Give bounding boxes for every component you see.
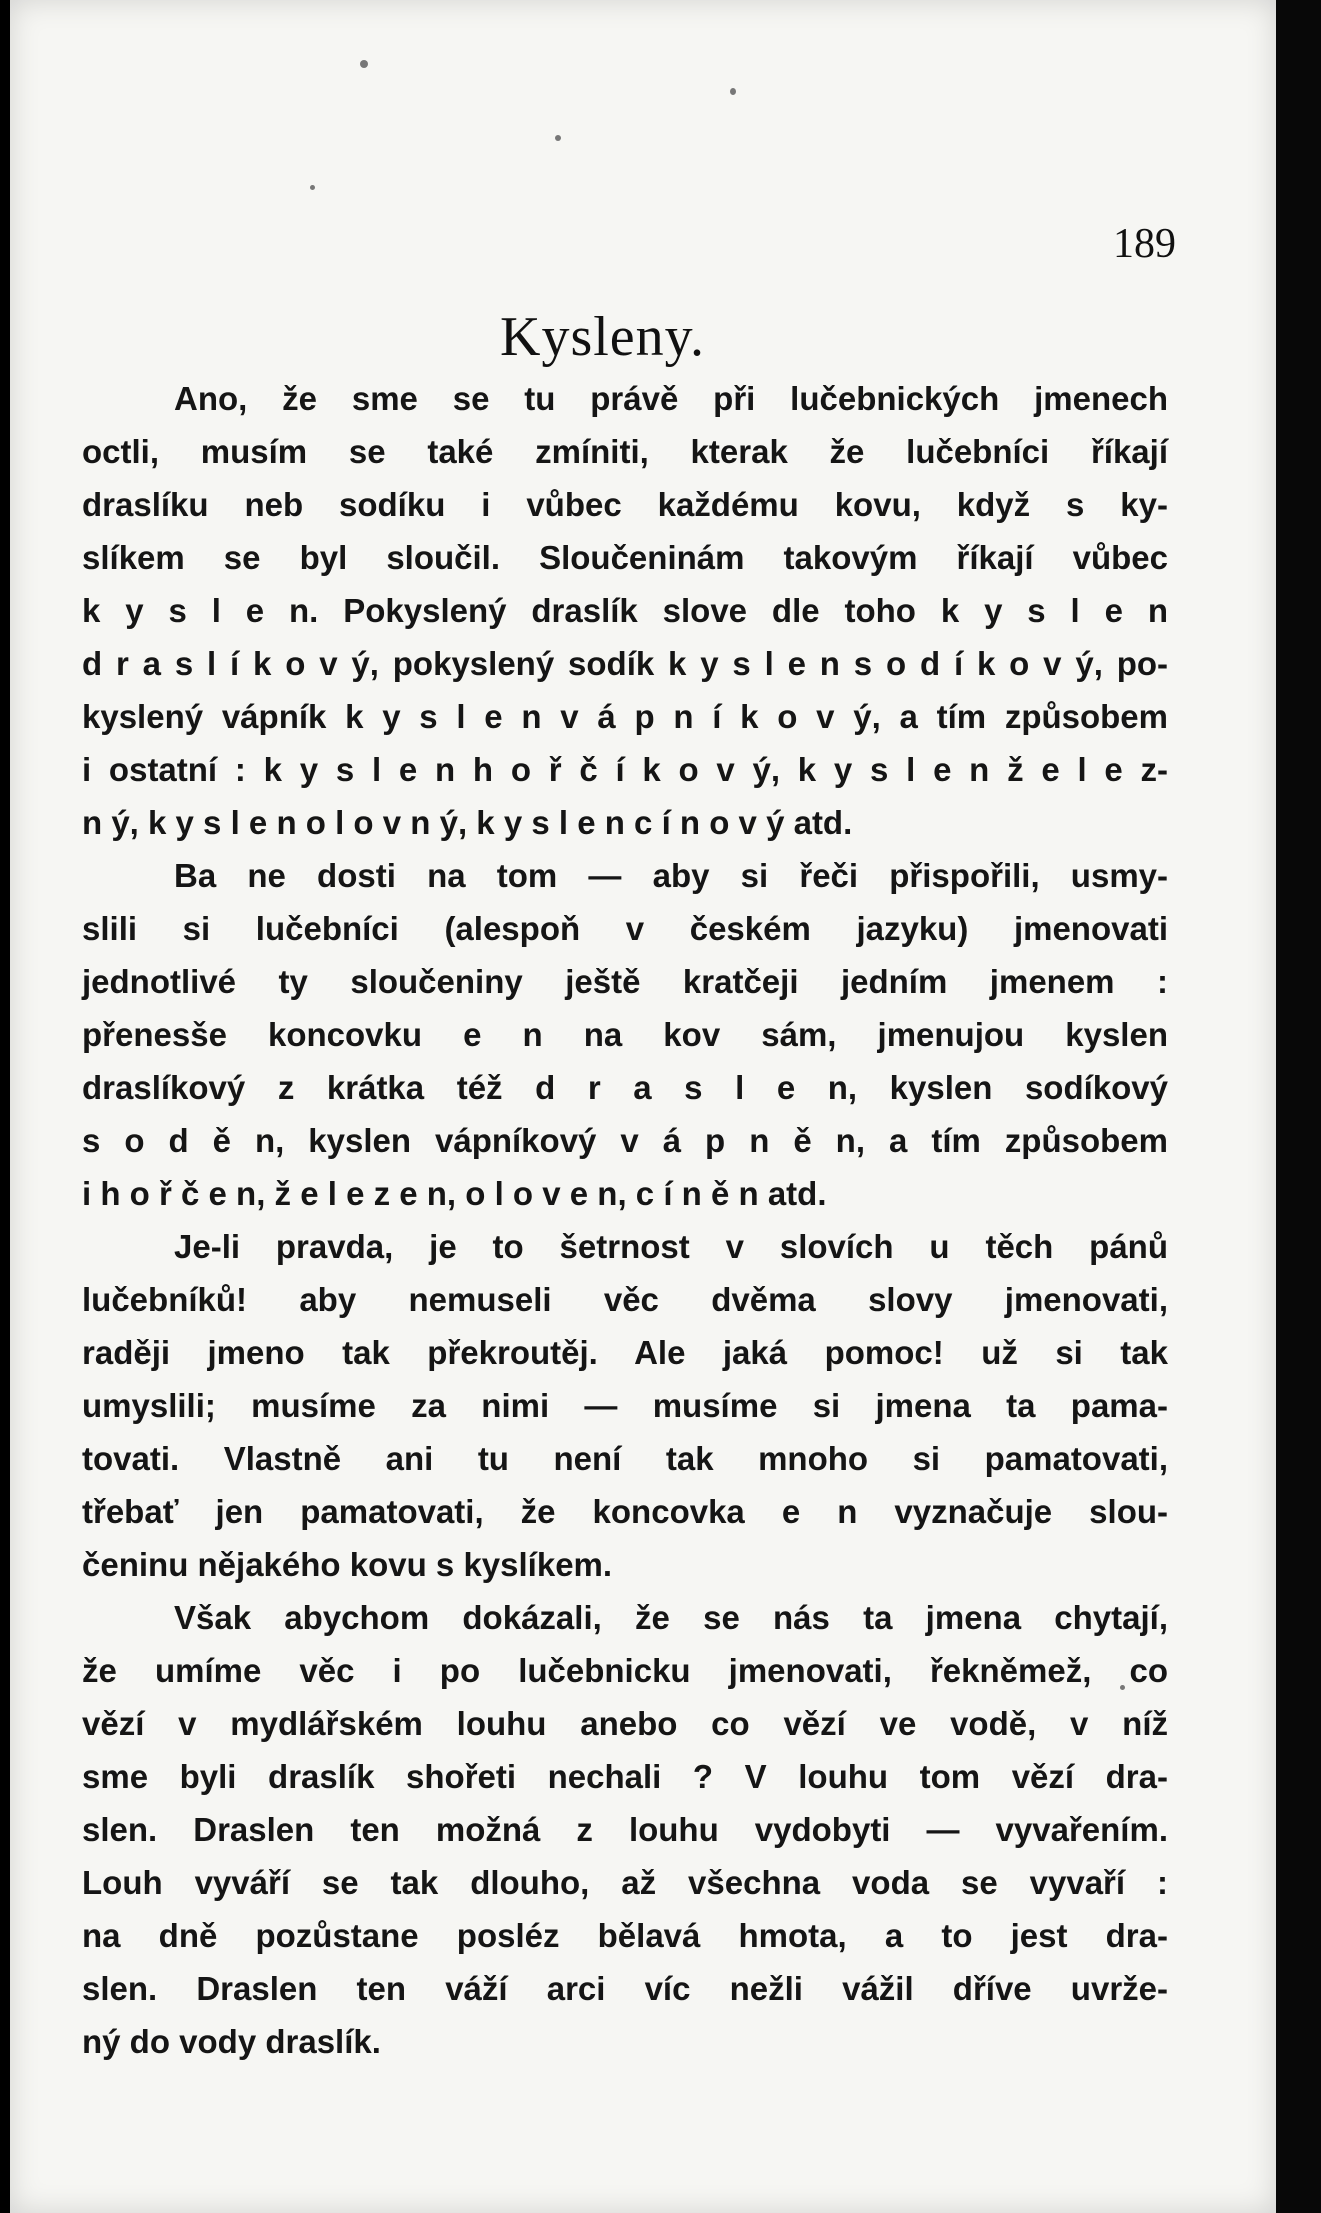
text-line: kyslený vápník k y s l e n v á p n í k o v ý, a tím způsobem: [82, 698, 1168, 735]
text-line: třebať jen pamatovati, že koncovka e n vyznačuje slou-: [82, 1493, 1168, 1530]
text-line: přenesše koncovku e n na kov sám, jmenujou kyslen: [82, 1016, 1168, 1053]
section-heading: Kysleny.: [500, 306, 706, 368]
text-line: slen. Draslen ten možná z louhu vydobyti — vyvařením.: [82, 1811, 1168, 1848]
text-line: umyslili; musíme za nimi — musíme si jmena ta pama-: [82, 1387, 1168, 1424]
text-line: s o d ě n, kyslen vápníkový v á p n ě n, a tím způsobem: [82, 1122, 1168, 1159]
text-line: na dně pozůstane posléz bělavá hmota, a to jest dra-: [82, 1917, 1168, 1954]
text-line: draslíku neb sodíku i vůbec každému kovu, když s ky-: [82, 486, 1168, 523]
text-line: jednotlivé ty sloučeniny ještě kratčeji jedním jmenem :: [82, 963, 1168, 1000]
text-line: octli, musím se také zmíniti, kterak že lučebníci říkají: [82, 433, 1168, 470]
text-line: slíkem se byl sloučil. Sloučeninám takovým říkají vůbec: [82, 539, 1168, 576]
text-line: lučebníků! aby nemuseli věc dvěma slovy jmenovati,: [82, 1281, 1168, 1318]
text-line: ný do vody draslík.: [82, 2023, 381, 2060]
scan-speck: [730, 88, 736, 95]
scan-speck: [360, 60, 368, 68]
text-line: Však abychom dokázali, že se nás ta jmena chytají,: [174, 1599, 1168, 1636]
text-line: d r a s l í k o v ý, pokyslený sodík k y s l e n s o d í k o v ý, po-: [82, 645, 1168, 682]
text-line: i h o ř č e n, ž e l e z e n, o l o v e n, c í n ě n atd.: [82, 1175, 827, 1212]
text-line: Je-li pravda, je to šetrnost v slovích u těch pánů: [174, 1228, 1168, 1265]
text-line: Ano, že sme se tu právě při lučebnických jmenech: [174, 380, 1168, 417]
text-line: slili si lučebníci (alespoň v českém jazyku) jmenovati: [82, 910, 1168, 947]
scan-speck: [310, 185, 315, 190]
body-text: [82, 372, 1168, 2068]
text-line: tovati. Vlastně ani tu není tak mnoho si pamatovati,: [82, 1440, 1168, 1477]
page-number: 189: [1113, 221, 1176, 267]
text-line: čeninu nějakého kovu s kyslíkem.: [82, 1546, 613, 1583]
text-line: i ostatní : k y s l e n h o ř č í k o v ý, k y s l e n ž e l e z-: [82, 751, 1168, 788]
scan-speck: [555, 135, 561, 141]
scan-left-border: [0, 0, 10, 2213]
text-line: slen. Draslen ten váží arci víc nežli vážil dříve uvrže-: [82, 1970, 1168, 2007]
text-line: Louh vyváří se tak dlouho, až všechna voda se vyvaří :: [82, 1864, 1168, 1901]
text-line: draslíkový z krátka též d r a s l e n, kyslen sodíkový: [82, 1069, 1168, 1106]
scan-right-border: [1276, 0, 1321, 2213]
text-line: Ba ne dosti na tom — aby si řeči přispořili, usmy-: [174, 857, 1168, 894]
book-page: [10, 0, 1276, 2213]
text-line: sme byli draslík shořeti nechali ? V louhu tom vězí dra-: [82, 1758, 1168, 1795]
text-line: k y s l e n. Pokyslený draslík slove dle toho k y s l e n: [82, 592, 1168, 629]
text-line: vězí v mydlářském louhu anebo co vězí ve vodě, v níž: [82, 1705, 1168, 1742]
text-line: že umíme věc i po lučebnicku jmenovati, řekněmež, co: [82, 1652, 1168, 1689]
text-line: n ý, k y s l e n o l o v n ý, k y s l e n c í n o v ý atd.: [82, 804, 853, 841]
text-line: raději jmeno tak překroutěj. Ale jaká pomoc! už si tak: [82, 1334, 1168, 1371]
